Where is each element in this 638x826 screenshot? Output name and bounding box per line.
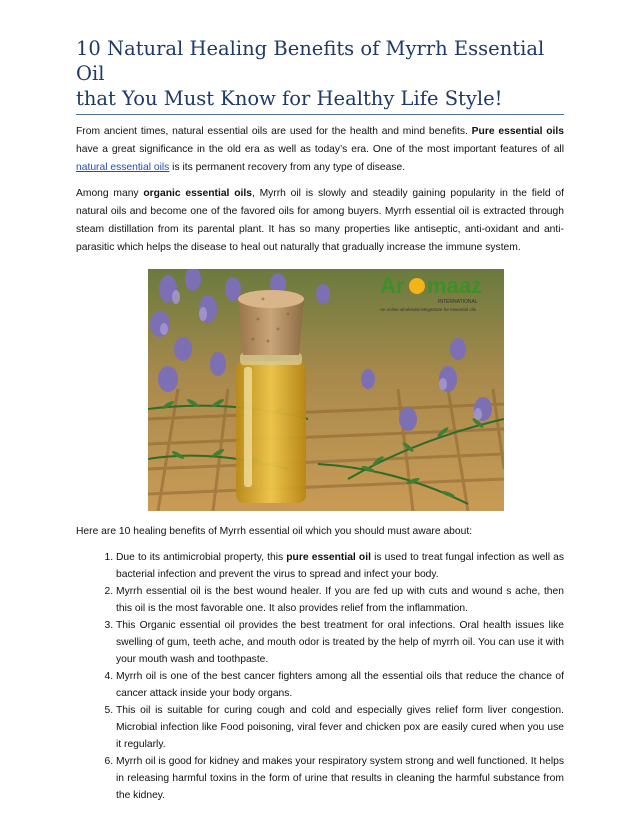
myrrh-paragraph	[76, 185, 564, 257]
logo-sub: INTERNATIONAL	[438, 299, 478, 305]
natural-essential-oils-link[interactable]: natural essential oils	[76, 162, 170, 173]
intro-text-c: have a great significance in the old era as well as today’s era. One of the most important features of all	[76, 144, 564, 155]
intro-paragraph	[76, 123, 564, 177]
list-item: 6. Myrrh oil is good for kidney and makes your respiratory system strong and well functioned. It helps in releasing harmful toxins in the form of urine that results in cleaning the harmful substance from the kidney.	[116, 753, 564, 804]
logo-drop-icon	[409, 278, 425, 294]
myrrh-text-c: , Myrrh oil is slowly and steadily gaining popularity in the field of natural oils and become one of the favored oils for among buyers. Myrrh essential oil is extracted through steam distillation from its parental plant. It has so many properties like antiseptic, anti-oxidant and anti-parasitic which helps the disease to heal out naturally that gradually increase the immune system.	[76, 188, 564, 253]
page-title	[76, 36, 564, 111]
logo-text-maaz: maaz	[427, 273, 483, 298]
title-line-2: that You Must Know for Healthy Life Style!	[76, 87, 503, 110]
list-item: 5. This oil is suitable for curing cough and cold and especially gives relief form liver congestion. Microbial infection like Food poisoning, viral fever and chicken pox are easily cured when you use it regularly.	[116, 702, 564, 753]
list-item: 4. Myrrh oil is one of the best cancer fighters among all the essential oils that reduce the chance of cancer attack inside your body organs.	[116, 668, 564, 702]
myrrh-bold-term: organic essential oils	[143, 188, 252, 199]
benefits-list	[76, 549, 564, 804]
list-intro: Here are 10 healing benefits of Myrrh essential oil which you should must aware about:	[76, 526, 473, 537]
intro-bold-term: Pure essential oils	[471, 126, 564, 137]
logo-tagline: An online wholesale Megastore for essential oils	[380, 307, 477, 312]
document-page	[76, 36, 564, 804]
intro-text-a: From ancient times, natural essential oils are used for the health and mind benefits.	[76, 126, 472, 137]
list-item: 3. This Organic essential oil provides the best treatment for oral infections. Oral health issues like swelling of gum, teeth ache, and mouth odor is treated by the help of myrrh oil. You can use it with your mouth wash and toothpaste.	[116, 617, 564, 668]
intro-text-d: is its permanent recovery from any type of disease.	[169, 162, 406, 173]
myrrh-text-a: Among many	[76, 188, 144, 199]
list-item: 1. Due to its antimicrobial property, this pure essential oil is used to treat fungal infection as well as bacterial infection and prevent the virus to spread and infect your body.	[116, 549, 564, 583]
list-item: 2. Myrrh essential oil is the best wound healer. If you are fed up with cuts and wound s ache, then this oil is the most favorable one. It also provides relief from the inflammation.	[116, 583, 564, 617]
title-line-1: 10 Natural Healing Benefits of Myrrh Essential Oil	[76, 37, 545, 85]
logo-text-ar: Ar	[380, 273, 405, 298]
title-divider	[76, 114, 564, 115]
aromaaz-logo	[380, 273, 482, 312]
oil-bottle-illustration	[148, 269, 504, 511]
essential-oil-photo	[148, 269, 504, 511]
